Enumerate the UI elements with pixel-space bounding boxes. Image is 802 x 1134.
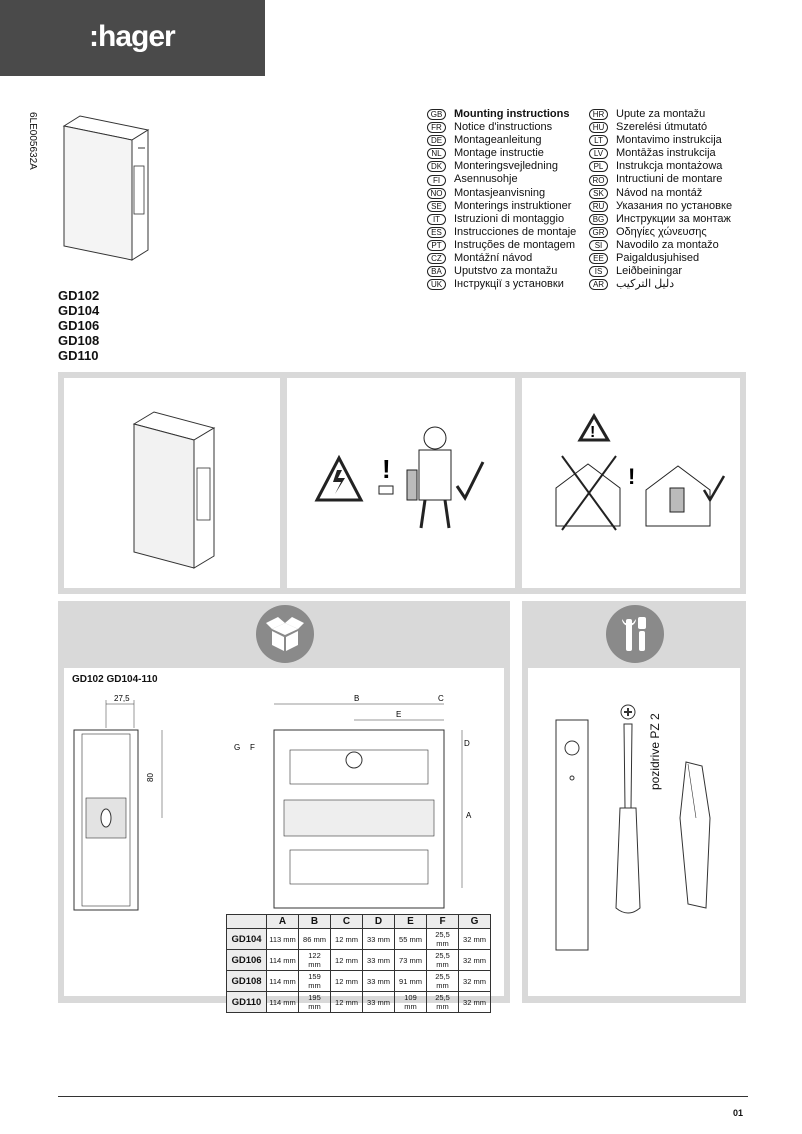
language-label: Mounting instructions xyxy=(454,108,570,120)
language-row xyxy=(589,226,732,239)
language-code-badge: BG xyxy=(589,214,608,225)
table-cell: 33 mm xyxy=(363,929,395,950)
language-row xyxy=(427,200,576,213)
language-row xyxy=(589,239,732,252)
language-code-badge: ES xyxy=(427,227,446,238)
tools-drawing xyxy=(528,668,740,996)
language-code-badge: DE xyxy=(427,135,446,146)
tools-icon xyxy=(606,605,664,663)
language-label: Asennusohje xyxy=(454,173,518,186)
language-row xyxy=(589,213,732,226)
table-cell: 32 mm xyxy=(459,971,491,992)
dim-d-label: D xyxy=(464,739,470,748)
language-label: Montageanleitung xyxy=(454,134,542,147)
page-number: 01 xyxy=(733,1108,744,1118)
language-code-badge: SE xyxy=(427,201,446,212)
language-label: Návod na montáž xyxy=(616,186,703,199)
language-label: Instruções de montagem xyxy=(454,238,576,251)
language-label: Инструкции за монтаж xyxy=(616,212,731,225)
table-cell: 122 mm xyxy=(299,950,331,971)
language-label: دليل التركيب xyxy=(616,278,675,291)
language-row xyxy=(427,173,576,186)
language-code-badge: SI xyxy=(589,240,608,251)
language-label: Leiðbeiningar xyxy=(616,265,683,278)
language-label: Інструкції з установки xyxy=(454,278,564,291)
indoor-installation-icon xyxy=(522,378,740,588)
table-cell: 91 mm xyxy=(395,971,427,992)
document-reference xyxy=(22,112,42,192)
table-cell: 25,5 mm xyxy=(427,992,459,1013)
language-row xyxy=(589,121,732,134)
dim-a-label: A xyxy=(466,811,472,820)
model-list xyxy=(58,288,99,363)
model-item: GD102 xyxy=(58,288,100,303)
model-item: GD110 xyxy=(58,348,99,363)
language-row xyxy=(427,108,576,121)
table-cell: 12 mm xyxy=(331,929,363,950)
table-header-cell: F xyxy=(427,915,459,929)
package-icon xyxy=(256,605,314,663)
table-cell: 159 mm xyxy=(299,971,331,992)
language-code-badge: NO xyxy=(427,188,446,199)
language-label: Monteringsvejledning xyxy=(454,160,558,173)
enclosure-illustration-large xyxy=(64,378,280,588)
dimensions-table xyxy=(226,914,491,1013)
table-header-cell xyxy=(227,915,267,929)
table-cell: 73 mm xyxy=(395,950,427,971)
language-row xyxy=(427,121,576,134)
table-row xyxy=(227,992,491,1013)
screwdriver-label-text: pozidrive PZ 2 xyxy=(648,713,662,790)
table-header-cell: D xyxy=(363,915,395,929)
language-label: Instrucciones de montaje xyxy=(454,225,577,238)
language-code-badge: NL xyxy=(427,148,446,159)
footer-divider xyxy=(58,1096,748,1097)
model-item: GD104 xyxy=(58,303,100,318)
language-row xyxy=(427,147,576,160)
dim-e-label: E xyxy=(396,710,402,719)
language-code-badge: PL xyxy=(589,161,608,172)
tools-drawing-area xyxy=(528,668,740,996)
language-list-left xyxy=(427,108,576,291)
table-cell: GD108 xyxy=(227,971,267,992)
table-cell: 25,5 mm xyxy=(427,929,459,950)
language-code-badge: SK xyxy=(589,188,608,199)
language-code-badge: FI xyxy=(427,175,446,186)
dim-g-label: G xyxy=(234,743,241,752)
dim-b-label: B xyxy=(354,694,360,703)
language-label: Montavimo instrukcija xyxy=(616,134,722,147)
table-row xyxy=(227,929,491,950)
table-header-cell: B xyxy=(299,915,331,929)
language-row xyxy=(589,147,732,160)
installation-panel xyxy=(522,378,740,588)
dimension-drawings xyxy=(64,690,504,930)
svg-text:!: ! xyxy=(628,464,636,489)
language-code-badge: IS xyxy=(589,266,608,277)
language-code-badge: DK xyxy=(427,161,446,172)
dim-80-label: 80 xyxy=(146,773,155,782)
table-header-row xyxy=(227,915,491,929)
language-code-badge: GB xyxy=(427,109,446,120)
language-row xyxy=(589,278,732,291)
table-row xyxy=(227,950,491,971)
table-cell: 33 mm xyxy=(363,950,395,971)
svg-text:!: ! xyxy=(382,454,391,484)
language-row xyxy=(589,173,732,186)
svg-text:!: ! xyxy=(590,424,596,441)
language-label: Istruzioni di montaggio xyxy=(454,212,565,225)
language-row xyxy=(427,252,576,265)
table-header-cell: A xyxy=(267,915,299,929)
table-cell: 33 mm xyxy=(363,971,395,992)
table-cell: 195 mm xyxy=(299,992,331,1013)
language-row xyxy=(427,187,576,200)
table-cell: 33 mm xyxy=(363,992,395,1013)
language-code-badge: UK xyxy=(427,279,446,290)
table-cell: 55 mm xyxy=(395,929,427,950)
language-row xyxy=(589,134,732,147)
table-cell: 114 mm xyxy=(267,971,299,992)
table-cell: 12 mm xyxy=(331,971,363,992)
table-header-cell: E xyxy=(395,915,427,929)
language-label: Uputstvo za montažu xyxy=(454,265,558,278)
table-cell: 114 mm xyxy=(267,950,299,971)
language-row xyxy=(589,252,732,265)
language-code-badge: RU xyxy=(589,201,608,212)
table-cell: 25,5 mm xyxy=(427,950,459,971)
language-row xyxy=(427,278,576,291)
language-code-badge: AR xyxy=(589,279,608,290)
enclosure-illustration xyxy=(58,108,158,268)
language-code-badge: GR xyxy=(589,227,608,238)
language-code-badge: HU xyxy=(589,122,608,133)
language-row xyxy=(589,187,732,200)
language-code-badge: LT xyxy=(589,135,608,146)
brand-header xyxy=(0,0,265,76)
language-code-badge: RO xyxy=(589,175,608,186)
language-row xyxy=(427,160,576,173)
table-cell: 113 mm xyxy=(267,929,299,950)
electrical-hazard-icon xyxy=(287,378,515,588)
model-item: GD106 xyxy=(58,318,100,333)
table-cell: 114 mm xyxy=(267,992,299,1013)
language-label: Montážní návod xyxy=(454,252,533,265)
language-code-badge: FR xyxy=(427,122,446,133)
table-cell: GD106 xyxy=(227,950,267,971)
language-code-badge: CZ xyxy=(427,253,446,264)
table-cell: 86 mm xyxy=(299,929,331,950)
table-cell: 12 mm xyxy=(331,950,363,971)
language-row xyxy=(589,108,732,121)
language-code-badge: LV xyxy=(589,148,608,159)
table-header-cell: G xyxy=(459,915,491,929)
language-label: Указания по установке xyxy=(616,199,733,212)
table-cell: 25,5 mm xyxy=(427,971,459,992)
language-code-badge: EE xyxy=(589,253,608,264)
language-label: Οδηγίες χώνευσης xyxy=(616,225,707,238)
language-row xyxy=(427,213,576,226)
language-row xyxy=(589,160,732,173)
table-cell: 32 mm xyxy=(459,929,491,950)
language-label: Instrukcja montażowa xyxy=(616,160,723,173)
language-label: Notice d'instructions xyxy=(454,121,553,134)
dim-f-label: F xyxy=(250,743,255,752)
language-row xyxy=(427,265,576,278)
language-label: Montage instructie xyxy=(454,147,544,160)
language-row xyxy=(589,265,732,278)
language-code-badge: PT xyxy=(427,240,446,251)
language-code-badge: BA xyxy=(427,266,446,277)
language-list-right xyxy=(589,108,732,291)
language-label: Paigaldusjuhised xyxy=(616,252,700,265)
language-row xyxy=(589,200,732,213)
table-cell: GD104 xyxy=(227,929,267,950)
safety-panel xyxy=(287,378,515,588)
dim-c-label: C xyxy=(438,694,444,703)
table-cell: 32 mm xyxy=(459,950,491,971)
language-row xyxy=(427,239,576,252)
table-row xyxy=(227,971,491,992)
document-reference-text: 6LE005632A xyxy=(27,112,38,170)
language-code-badge: IT xyxy=(427,214,446,225)
dimensions-title: GD102 GD104-110 xyxy=(72,674,158,685)
dim-27-5-label: 27,5 xyxy=(114,694,130,703)
language-label: Monterings instruktioner xyxy=(454,199,572,212)
hager-logo: :hager xyxy=(89,20,175,53)
language-label: Intructiuni de montare xyxy=(616,173,723,186)
language-label: Montāžas instrukcija xyxy=(616,147,716,160)
language-code-badge: HR xyxy=(589,109,608,120)
table-cell: 109 mm xyxy=(395,992,427,1013)
language-label: Szerelési útmutató xyxy=(616,121,708,134)
table-cell: GD110 xyxy=(227,992,267,1013)
table-cell: 32 mm xyxy=(459,992,491,1013)
product-panel xyxy=(64,378,280,588)
table-header-cell: C xyxy=(331,915,363,929)
language-label: Montasjeanvisning xyxy=(454,186,546,199)
language-label: Navodilo za montažo xyxy=(616,238,719,251)
screwdriver-label xyxy=(648,700,662,800)
table-cell: 12 mm xyxy=(331,992,363,1013)
language-row xyxy=(427,134,576,147)
language-row xyxy=(427,226,576,239)
language-label: Upute za montažu xyxy=(616,108,706,120)
model-item: GD108 xyxy=(58,333,100,348)
